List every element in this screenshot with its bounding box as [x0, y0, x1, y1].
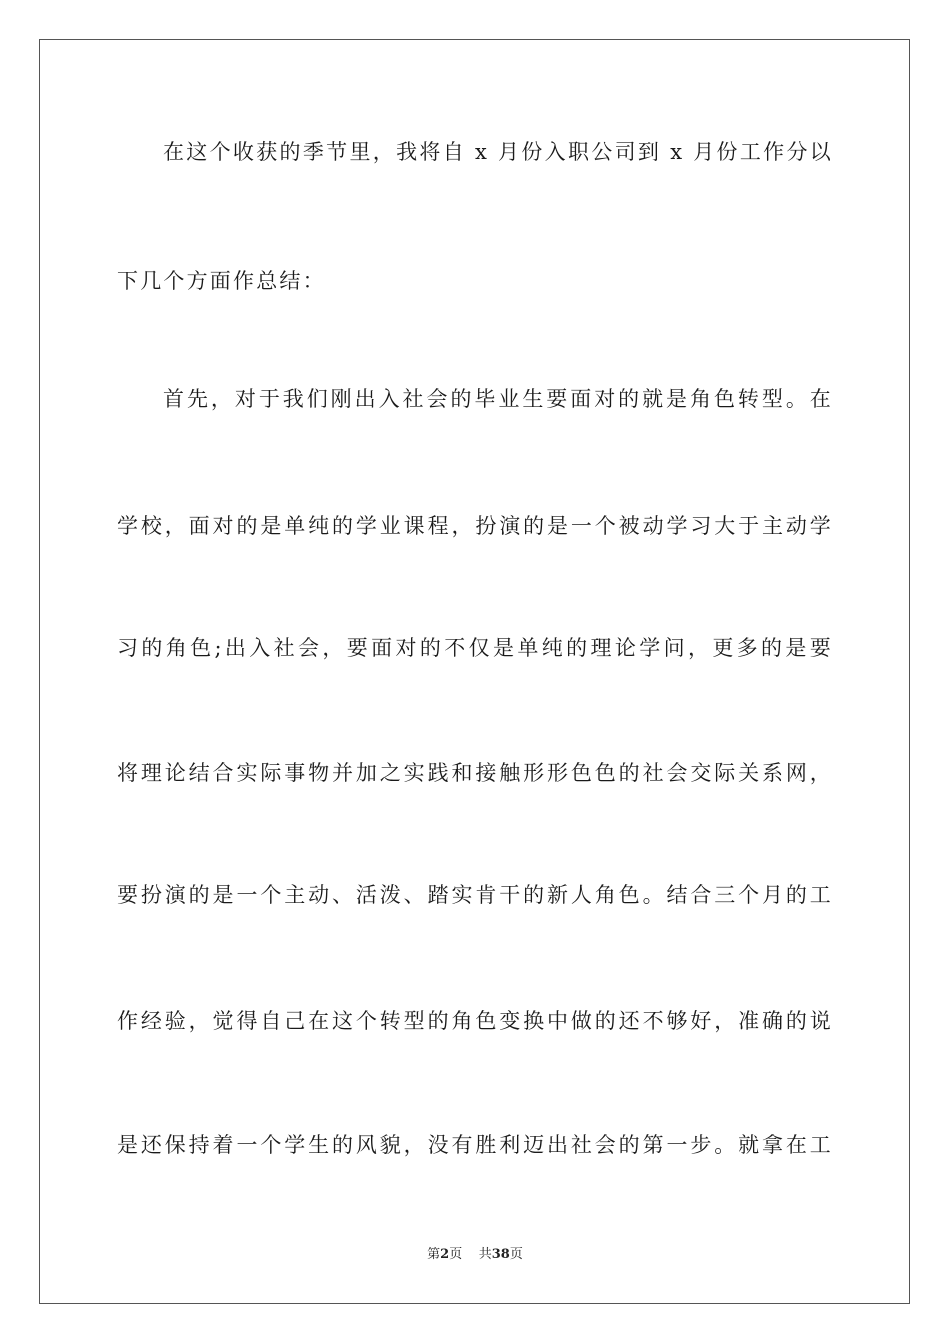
page-border — [39, 39, 910, 1304]
paragraph-1-line-2: 下几个方面作总结： — [117, 269, 326, 293]
page-number: 2 — [440, 1247, 450, 1262]
paragraph-1-line-1: 在这个收获的季节里，我将自 x 月份入职公司到 x 月份工作分以 — [163, 140, 833, 164]
page-label-suffix: 页 — [449, 1247, 463, 1262]
total-label-suffix: 页 — [509, 1247, 523, 1262]
paragraph-2-line-7: 是还保持着一个学生的风貌，没有胜利迈出社会的第一步。就拿在工 — [117, 1133, 833, 1157]
total-label-prefix: 共 — [478, 1247, 492, 1262]
paragraph-2-line-6: 作经验，觉得自己在这个转型的角色变换中做的还不够好，准确的说 — [117, 1009, 833, 1033]
page-footer — [0, 1246, 950, 1264]
paragraph-2-line-3: 习的角色;出入社会，要面对的不仅是单纯的理论学问，更多的是要 — [117, 636, 833, 660]
total-pages: 38 — [491, 1247, 510, 1262]
paragraph-2-line-4: 将理论结合实际事物并加之实践和接触形形色色的社会交际关系网， — [117, 761, 833, 785]
page-label-prefix: 第 — [427, 1247, 441, 1262]
paragraph-2-line-5: 要扮演的是一个主动、活泼、踏实肯干的新人角色。结合三个月的工 — [117, 883, 833, 907]
paragraph-2-line-2: 学校，面对的是单纯的学业课程，扮演的是一个被动学习大于主动学 — [117, 514, 833, 538]
paragraph-2-line-1: 首先，对于我们刚出入社会的毕业生要面对的就是角色转型。在 — [163, 387, 833, 411]
